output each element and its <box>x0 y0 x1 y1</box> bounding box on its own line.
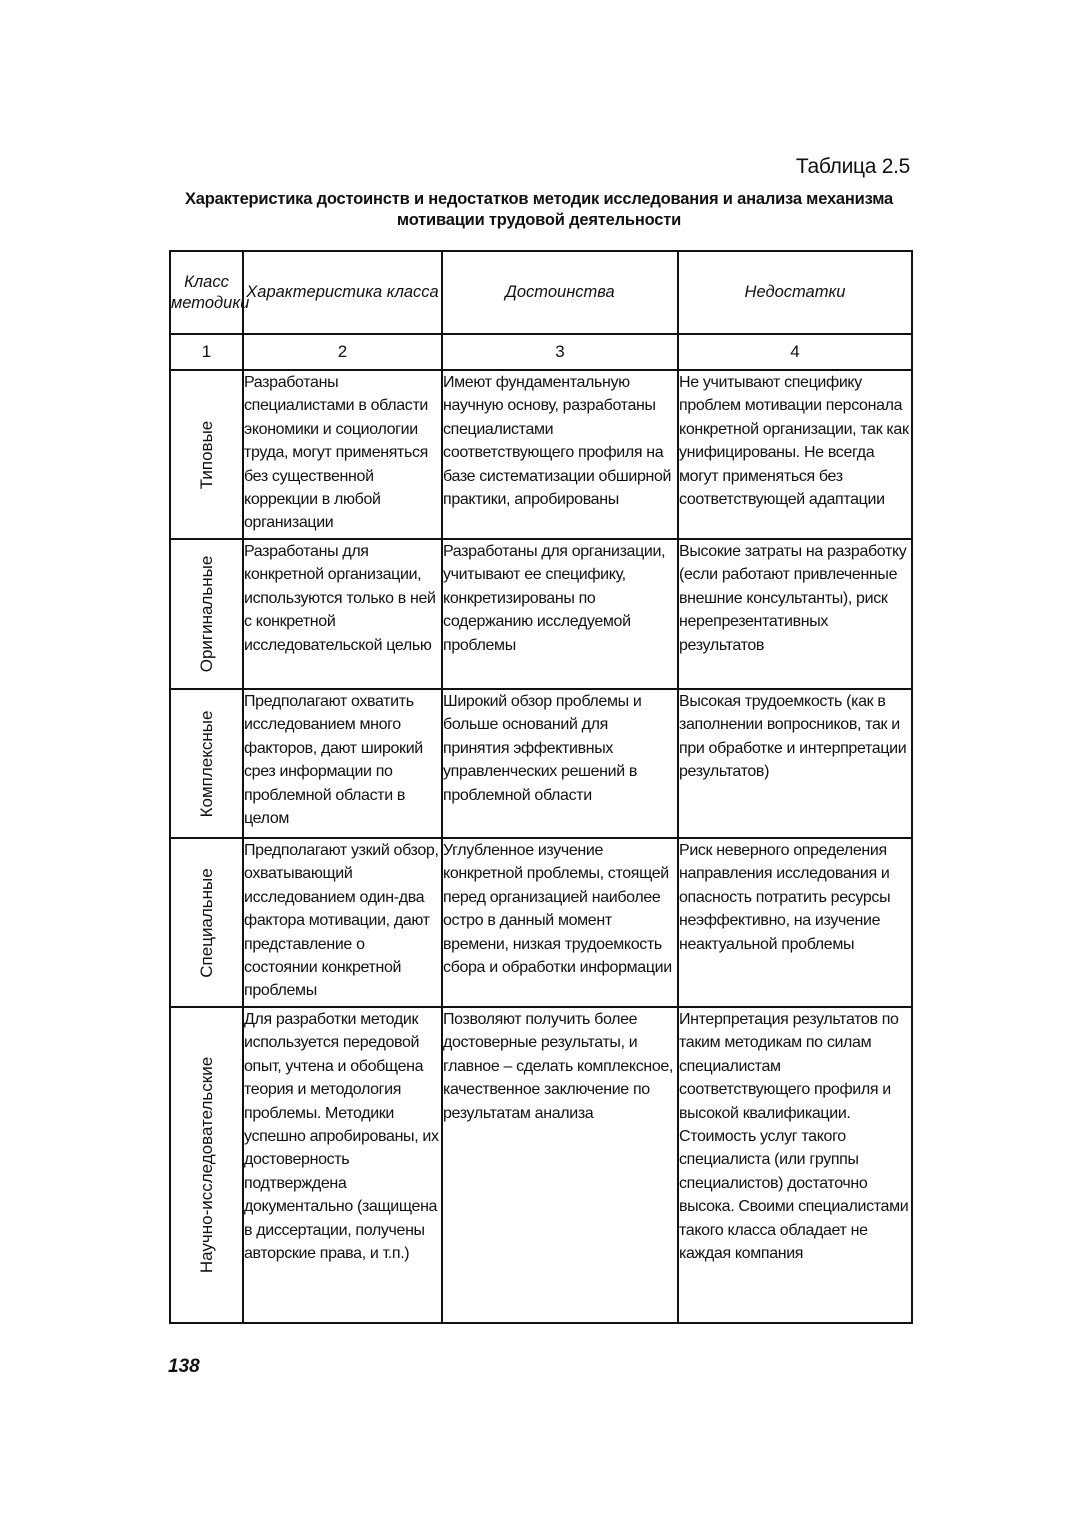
class-cell <box>170 1007 243 1323</box>
comparison-table <box>169 250 913 1324</box>
advantages-cell: Широкий обзор проблемы и больше оснований для принятия эффективных управленческих решений в проблемной области <box>442 689 678 838</box>
advantages-cell: Позволяют получить более достоверные результаты, и главное – сделать комплексное, качественное заключение по результатам анализа <box>442 1007 678 1323</box>
characteristic-cell: Предполагают узкий обзор, охватывающий исследованием один-два фактора мотивации, дают представление о состоянии конкретной проблемы <box>243 838 442 1007</box>
class-cell <box>170 838 243 1007</box>
class-cell <box>170 539 243 689</box>
header-characteristic: Характеристика класса <box>243 251 442 334</box>
characteristic-cell: Разработаны специалистами в области экономики и социологии труда, могут применяться без существенной коррекции в любой организации <box>243 370 442 539</box>
table-title: Характеристика достоинств и недостатков методик исследования и анализа механизма мотивации трудовой деятельности <box>185 190 893 229</box>
header-row <box>170 251 912 334</box>
class-cell <box>170 689 243 838</box>
column-number: 2 <box>243 334 442 370</box>
advantages-cell: Разработаны для организации, учитывают ее специфику, конкретизированы по содержанию исследуемой проблемы <box>442 539 678 689</box>
column-number: 1 <box>170 334 243 370</box>
advantages-cell: Имеют фундаментальную научную основу, разработаны специалистами соответствующего профиля на базе систематизации обширной практики, апробированы <box>442 370 678 539</box>
disadvantages-cell: Не учитывают специфику проблем мотивации персонала конкретной организации, так как унифицированы. Не всегда могут применяться без соответствующей адаптации <box>678 370 912 539</box>
table-number: Таблица 2.5 <box>795 155 910 178</box>
column-number-row <box>170 334 912 370</box>
header-class: Класс методики <box>170 251 243 334</box>
disadvantages-cell: Риск неверного определения направления исследования и опасность потратить ресурсы неэффективно, на изучение неактуальной проблемы <box>678 838 912 1007</box>
advantages-cell: Углубленное изучение конкретной проблемы, стоящей перед организацией наиболее остро в данный момент времени, низкая трудоемкость сбора и обработки информации <box>442 838 678 1007</box>
characteristic-cell: Разработаны для конкретной организации, используются только в ней с конкретной исследовательской целью <box>243 539 442 689</box>
disadvantages-cell: Высокие затраты на разработку (если работают привлеченные внешние консультанты), риск нерепрезентативных результатов <box>678 539 912 689</box>
class-cell <box>170 370 243 539</box>
column-number: 4 <box>678 334 912 370</box>
characteristic-cell: Предполагают охватить исследованием много факторов, дают широкий срез информации по проблемной области в целом <box>243 689 442 838</box>
table-row <box>170 539 912 689</box>
table-row <box>170 1007 912 1323</box>
column-number: 3 <box>442 334 678 370</box>
class-label: Специальные <box>196 867 216 978</box>
class-label: Комплексные <box>196 710 216 817</box>
page-number: 138 <box>168 1356 200 1377</box>
disadvantages-cell: Высокая трудоемкость (как в заполнении вопросников, так и при обработке и интерпретации результатов) <box>678 689 912 838</box>
class-label: Оригинальные <box>196 555 216 673</box>
header-advantages: Достоинства <box>442 251 678 334</box>
characteristic-cell: Для разработки методик используется передовой опыт, учтена и обобщена теория и методология проблемы. Методики успешно апробированы, их достоверность подтверждена документально (защищена в диссертации, получены авторские права, и т.п.) <box>243 1007 442 1323</box>
class-label: Научно-исследовательские <box>196 1056 216 1274</box>
header-disadvantages: Недостатки <box>678 251 912 334</box>
table-row <box>170 689 912 838</box>
disadvantages-cell: Интерпретация результатов по таким методикам по силам специалистам соответствующего профиля и высокой квалификации. Стоимость услуг такого специалиста (или группы специалистов) достаточно высока. Своими специалистами такого класса обладает не каждая компания <box>678 1007 912 1323</box>
table-row <box>170 838 912 1007</box>
class-label: Типовые <box>196 420 216 489</box>
table-row <box>170 370 912 539</box>
